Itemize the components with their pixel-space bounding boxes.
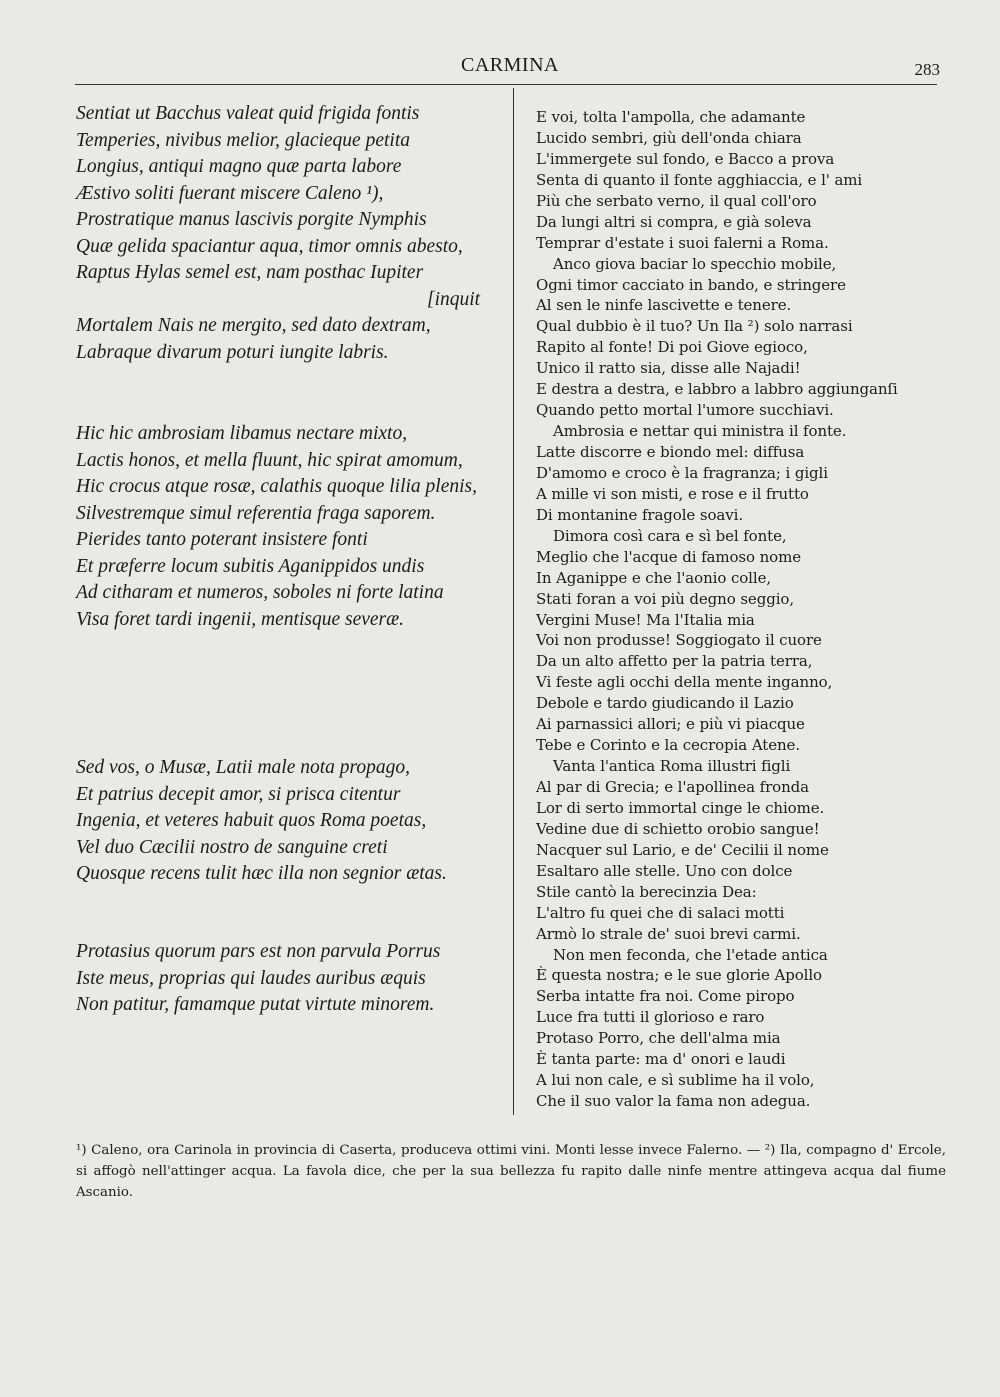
- italian-line: Anco giova baciar lo specchio mobile,: [553, 254, 837, 273]
- latin-line: Pierides tanto poterant insistere fonti: [76, 529, 368, 550]
- column-divider: [513, 88, 514, 1115]
- italian-line: Esaltaro alle stelle. Uno con dolce: [536, 861, 793, 880]
- italian-line: Più che serbato verno, il qual coll'oro: [536, 191, 817, 210]
- latin-line: Labraque divarum poturi iungite labris.: [76, 341, 389, 363]
- latin-line: Temperies, nivibus melior, glacieque petita: [76, 129, 410, 151]
- latin-line-continuation: [inquit: [427, 288, 481, 310]
- italian-line: L'immergete sul fondo, e Bacco a prova: [536, 149, 835, 168]
- italian-line: Lor di serto immortal cinge le chiome.: [536, 798, 825, 817]
- latin-line: Iste meus, proprias qui laudes auribus æquis: [76, 967, 426, 989]
- italian-line: Rapito al fonte! Di poi Giove egioco,: [536, 338, 808, 357]
- italian-line: Lucido sembri, giù dell'onda chiara: [536, 128, 802, 147]
- latin-line: Quosque recens tulit hæc illa non segnior ætas.: [76, 863, 447, 884]
- italian-line: Vanta l'antica Roma illustri figli: [553, 757, 791, 776]
- latin-line: Vel duo Cæcilii nostro de sanguine creti: [76, 836, 388, 858]
- italian-line: Senta di quanto il fonte agghiaccia, e l' ami: [536, 170, 863, 189]
- italian-line: E destra a destra, e labbro a labbro aggiunganſi: [536, 380, 898, 399]
- italian-line: Quando petto mortal l'umore succhiavi.: [536, 401, 834, 420]
- latin-stanza-4: [76, 939, 440, 1019]
- italian-line: Stile cantò la berecinzia Dea:: [536, 882, 757, 901]
- italian-line: Meglio che l'acque di famoso nome: [536, 547, 802, 566]
- italian-line: Serba intatte fra noi. Come piropo: [536, 987, 795, 1006]
- page-number: 283: [914, 60, 940, 79]
- italian-line: Armò lo strale de' suoi brevi carmi.: [536, 924, 801, 943]
- italian-line: Luce fra tutti il glorioso e raro: [536, 1008, 765, 1027]
- latin-line: Ad citharam et numeros, soboles ni forte latina: [76, 582, 444, 603]
- italian-line: Debole e tardo giudicando il Lazio: [536, 694, 794, 713]
- italian-line: Al par di Grecia; e l'apollinea fronda: [536, 778, 809, 796]
- italian-line: Latte discorre e biondo mel: diffusa: [536, 443, 805, 461]
- latin-line: Protasius quorum pars est non parvula Porrus: [76, 941, 441, 962]
- latin-stanza-1: [76, 101, 480, 366]
- latin-line: Sentiat ut Bacchus valeat quid frigida fontis: [76, 103, 420, 124]
- latin-stanza-3: [76, 755, 447, 888]
- italian-line: È questa nostra; e le sue glorie Apollo: [536, 966, 822, 985]
- italian-line: Protaso Porro, che dell'alma mia: [536, 1029, 781, 1048]
- italian-line: A lui non cale, e sì sublime ha il volo,: [536, 1071, 815, 1090]
- italian-line: Vedine due di schietto orobio sangue!: [536, 819, 820, 838]
- italian-line: Unico il ratto sia, disse alle Najadi!: [536, 359, 801, 378]
- latin-line: Et præferre locum subitis Aganippidos undis: [76, 555, 425, 577]
- italian-line: Stati foran a voi più degno seggio,: [536, 589, 794, 608]
- latin-line: Longius, antiqui magno quæ parta labore: [76, 156, 402, 177]
- italian-line: Da lungi altri si compra, e già soleva: [536, 212, 812, 231]
- italian-line: Ai parnassici allori; e più vi piacque: [536, 715, 805, 734]
- latin-line: Raptus Hylas semel est, nam posthac Iupiter: [76, 262, 424, 283]
- italian-line: È tanta parte: ma d' onori e laudi: [536, 1050, 786, 1069]
- latin-line: Hic hic ambrosiam libamus nectare mixto,: [76, 423, 408, 444]
- italian-line: D'amomo e croco è la fragranza; i gigli: [536, 463, 828, 482]
- italian-line: Che il suo valor la fama non adegua.: [536, 1092, 811, 1111]
- running-title: CARMINA: [461, 54, 559, 76]
- latin-line: Prostratique manus lascivis porgite Nymphis: [76, 209, 427, 230]
- italian-line: Vi feste agli occhi della mente inganno,: [536, 673, 833, 692]
- latin-line: Sed vos, o Musæ, Latii male nota propago,: [76, 757, 411, 778]
- italian-line: Di montanine fragole soavi.: [536, 505, 743, 524]
- italian-line: Ambrosia e nettar qui ministra il fonte.: [553, 422, 847, 441]
- italian-line: Qual dubbio è il tuo? Un Ila ²) solo narrasi: [536, 317, 853, 336]
- latin-line: Silvestremque simul referentia fraga saporem.: [76, 502, 436, 524]
- header-rule: [75, 84, 937, 85]
- italian-line: Da un alto affetto per la patria terra,: [536, 652, 813, 671]
- latin-line: Hic crocus atque rosæ, calathis quoque lilia plenis,: [76, 476, 477, 497]
- latin-line: Æstivo soliti fuerant miscere Caleno ¹),: [76, 182, 384, 204]
- latin-line: Non patitur, famamque putat virtute minorem.: [76, 994, 435, 1015]
- italian-line: Ogni timor cacciato in bando, e stringere: [536, 275, 846, 294]
- latin-line: Lactis honos, et mella fluunt, hic spirat amomum,: [76, 449, 463, 471]
- footnotes: [76, 1140, 946, 1203]
- latin-line: Et patrius decepit amor, si prisca citentur: [76, 783, 401, 805]
- italian-line: Al sen le ninfe lascivette e tenere.: [536, 296, 792, 315]
- italian-line: A mille vi son misti, e rose e il frutto: [536, 484, 809, 503]
- latin-line: Quæ gelida spaciantur aqua, timor omnis abesto,: [76, 235, 463, 257]
- latin-line: Ingenia, et veteres habuit quos Roma poetas,: [76, 810, 427, 831]
- latin-stanza-2: [76, 421, 477, 633]
- italian-column: [536, 107, 956, 1112]
- italian-line: In Aganippe e che l'aonio colle,: [536, 568, 772, 587]
- footnote-text: ¹) Caleno, ora Carinola in provincia di Caserta, produceva ottimi vini. Monti lesse invece Falerno. — ²) Ila, compagno d' Ercole, si affogò nell'attinger acqua. La favola dice, che per la sua bellezza fu rapito dalle ninfe mentre attingeva acqua dal fiume Ascanio.: [76, 1143, 946, 1200]
- italian-line: Nacquer sul Lario, e de' Cecilii il nome: [536, 840, 829, 859]
- italian-line: Vergini Muse! Ma l'Italia mia: [536, 610, 755, 629]
- latin-line: Visa foret tardi ingenii, mentisque severæ.: [76, 608, 405, 630]
- italian-line: Voi non produsse! Soggiogato il cuore: [536, 631, 822, 650]
- italian-line: Dimora così cara e sì bel fonte,: [553, 526, 787, 545]
- italian-line: L'altro fu quei che di salaci motti: [536, 903, 785, 922]
- italian-line: Non men feconda, che l'etade antica: [553, 945, 828, 964]
- italian-line: Tebe e Corinto e la cecropia Atene.: [536, 736, 800, 755]
- italian-line: E voi, tolta l'ampolla, che adamante: [536, 108, 806, 126]
- latin-line: Mortalem Nais ne mergito, sed dato dextram,: [76, 315, 431, 336]
- italian-line: Temprar d'estate i suoi falerni a Roma.: [536, 233, 829, 252]
